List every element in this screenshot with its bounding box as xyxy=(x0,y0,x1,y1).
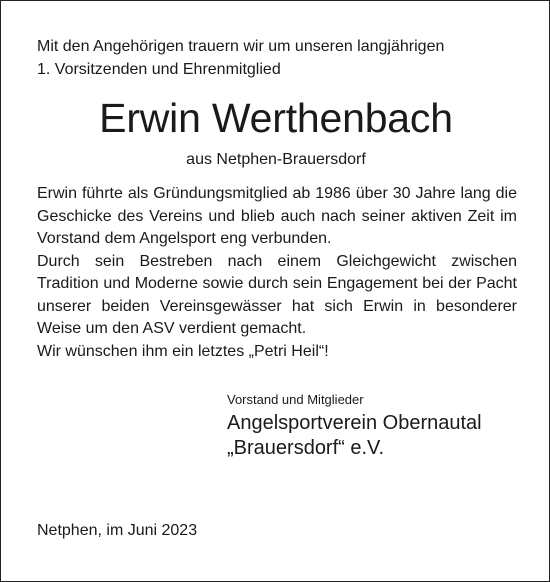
tribute-text xyxy=(37,183,517,363)
intro-line-1: Mit den Angehörigen trauern wir um unseren langjährigen xyxy=(37,38,445,55)
deceased-name: Erwin Werthenbach xyxy=(99,95,453,141)
tribute-paragraph-2: Durch sein Bestreben nach einem Gleichgewicht zwischen Tradition und Moderne sowie durch sein Engagement bei der Pacht unserer beiden Vereinsgewässer hat sich Erwin in besonderer Weise um den ASV verdient gemacht. xyxy=(37,252,517,337)
intro-text xyxy=(37,35,517,81)
tribute-paragraph-1: Erwin führte als Gründungsmitglied ab 1986 über 30 Jahre lang die Geschicke des Vereins und blieb auch nach seiner aktiven Zeit im Vorstand dem Angelsport eng verbunden. xyxy=(37,185,517,247)
deceased-origin: aus Netphen-Brauersdorf xyxy=(186,151,366,168)
tribute-paragraph-3: Wir wünschen ihm ein letztes „Petri Heil“! xyxy=(37,342,329,360)
signature-block xyxy=(227,391,527,461)
place-and-date: Netphen, im Juni 2023 xyxy=(37,522,198,539)
club-name-line-2: „Brauersdorf“ e.V. xyxy=(227,437,385,459)
signature-label: Vorstand und Mitglieder xyxy=(227,392,364,407)
intro-line-2: 1. Vorsitzenden und Ehrenmitglied xyxy=(37,61,281,78)
club-name-line-1: Angelsportverein Obernautal xyxy=(227,412,482,434)
